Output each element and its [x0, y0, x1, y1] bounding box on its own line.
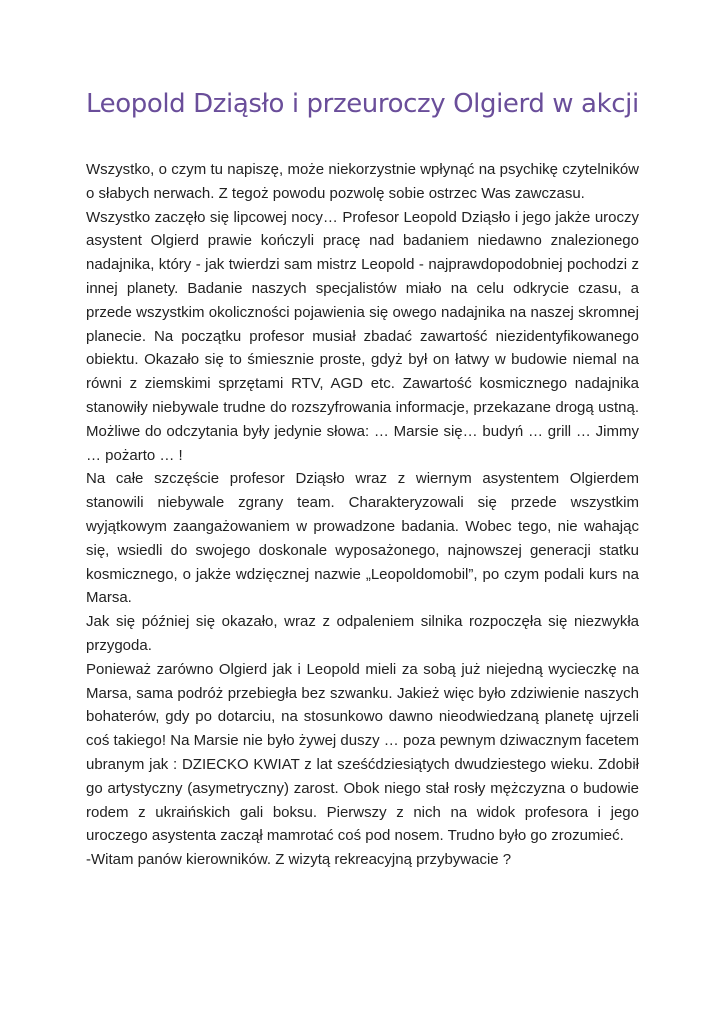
- paragraph-team: Na całe szczęście profesor Dziąsło wraz z wiernym asystentem Olgierdem stanowili niebywale zgrany team. Charakteryzowali się przede wszystkim wyjątkowym zaangażowaniem w prowadzone badania. Wobec tego, nie wahając się, wsiedli do swojego doskonale wyposażonego, najnowszej generacji statku kosmicznego, o jakże wdzięcznej nazwie „Leopoldomobil”, po czym podali kurs na Marsa.: [86, 470, 639, 607]
- document-title: Leopold Dziąsło i przeuroczy Olgierd w akcji: [86, 89, 639, 119]
- paragraph-adventure-start: Jak się później się okazało, wraz z odpaleniem silnika rozpoczęła się niezwykła przygoda.: [86, 613, 639, 654]
- paragraph-mars-arrival: Ponieważ zarówno Olgierd jak i Leopold mieli za sobą już niejedną wycieczkę na Marsa, sama podróż przebiegła bez szwanku. Jakież więc było zdziwienie naszych bohaterów, gdy po dotarciu, na stosunkowo dawno nieodwiedzaną planetę ujrzeli coś takiego! Na Marsie nie było żywej duszy … poza pewnym dziwacznym facetem ubranym jak : DZIECKO KWIAT z lat sześćdziesiątych dwudziestego wieku. Zdobił go artystyczny (asymetryczny) zarost. Obok niego stał rosły mężczyzna o budowie rodem z ukraińskich gali boksu. Pierwszy z nich na widok profesora i jego uroczego asystenta zaczął mamrotać coś pod nosem. Trudno było go zrozumieć.: [86, 660, 639, 845]
- paragraph-greeting: -Witam panów kierowników. Z wizytą rekreacyjną przybywacie ?: [86, 851, 512, 869]
- paragraph-intro: Wszystko, o czym tu napiszę, może niekorzystnie wpłynąć na psychikę czytelników o słabych nerwach. Z tegoż powodu pozwolę sobie ostrzec Was zawczasu.: [86, 161, 639, 202]
- document-body: [86, 158, 639, 872]
- paragraph-night-research: Wszystko zaczęło się lipcowej nocy… Profesor Leopold Dziąsło i jego jakże uroczy asystent Olgierd prawie kończyli pracę nad badaniem niedawno znalezionego nadajnika, który - jak twierdzi sam mistrz Leopold - najprawdopodobniej pochodzi z innej planety. Badanie naszych specjalistów miało na celu odkrycie czasu, a przede wszystkim okoliczności pojawienia się owego nadajnika na naszej skromnej planecie. Na początku profesor musiał zbadać zawartość niezidentyfikowanego obiektu. Okazało się to śmiesznie proste, gdyż był on łatwy w budowie niemal na równi z ziemskimi sprzętami RTV, AGD etc. Zawartość kosmicznego nadajnika stanowiły niebywale trudne do rozszyfrowania informacje, przekazane drogą ustną. Możliwe do odczytania były jedynie słowa: … Marsie się… budyń … grill … Jimmy … pożarto … !: [86, 208, 639, 464]
